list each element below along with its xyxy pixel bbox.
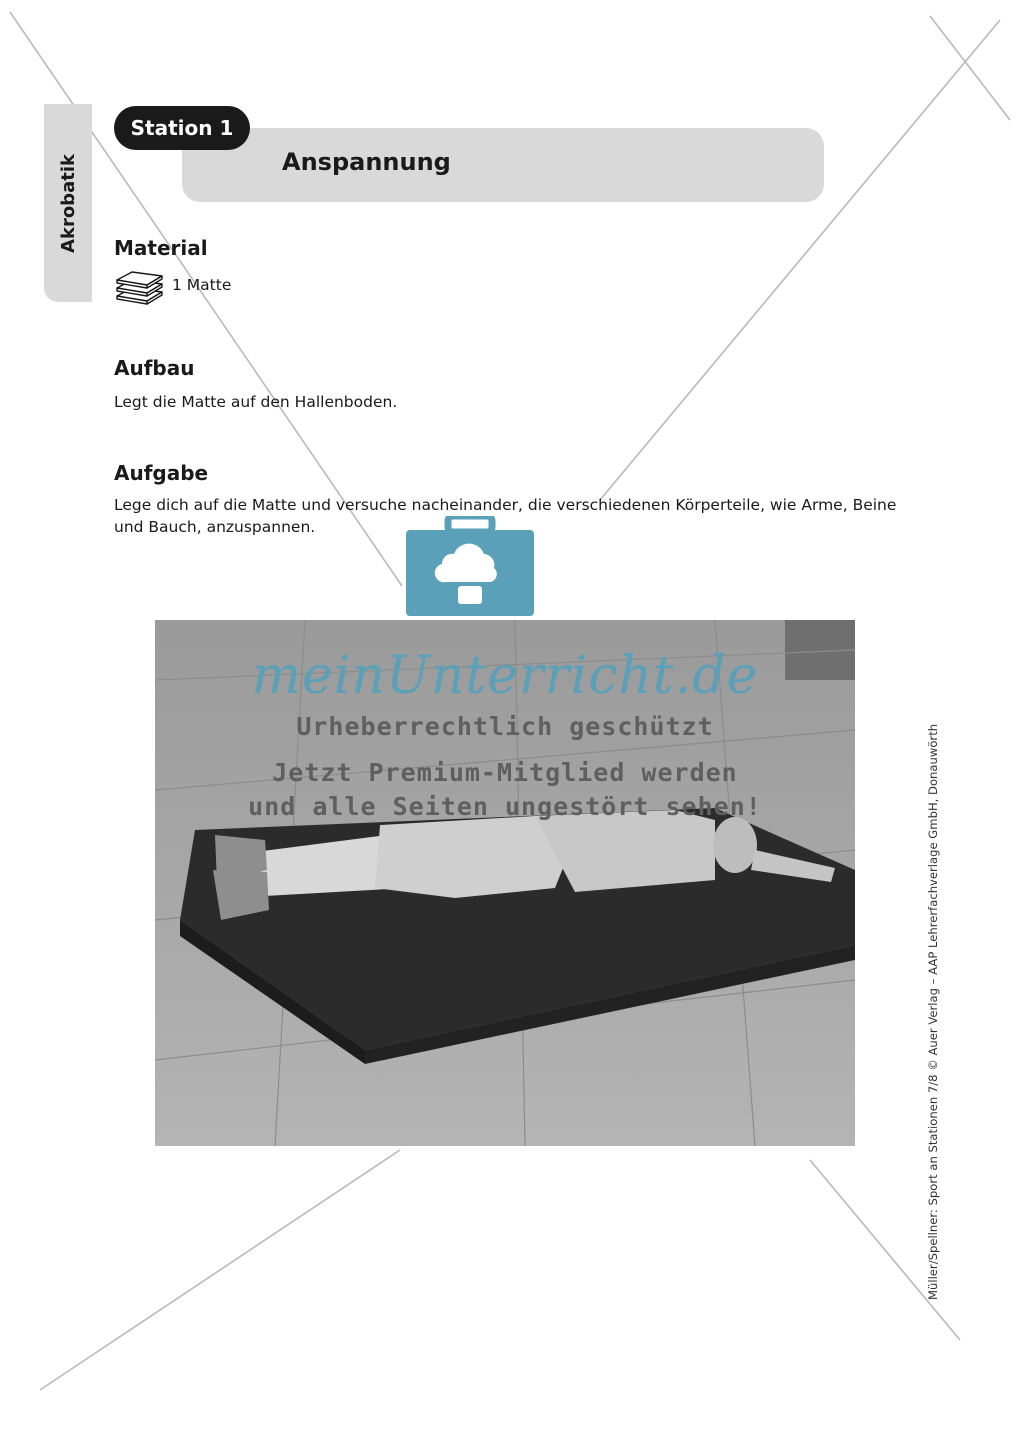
aufbau-heading: Aufbau	[114, 356, 195, 380]
mat-stack-icon	[114, 270, 166, 306]
aufgabe-heading: Aufgabe	[114, 461, 209, 485]
material-item: 1 Matte	[172, 276, 232, 294]
watermark-brand: meinUnterricht.de	[251, 646, 759, 706]
aufgabe-text-line-2: und Bauch, anzuspannen.	[114, 518, 316, 536]
aufgabe-text-line-1: Lege dich auf die Matte und versuche nacheinander, die verschiedenen Körperteile, wie Arme, Beine	[114, 496, 897, 514]
watermark-line-2: Jetzt Premium-Mitglied werden	[272, 758, 738, 787]
watermark-line-1: Urheberrechtlich geschützt	[296, 712, 714, 741]
aufbau-text: Legt die Matte auf den Hallenboden.	[114, 393, 398, 411]
page-title: Anspannung	[282, 148, 451, 176]
footer-credit: Müller/Spellner: Sport an Stationen 7/8 © Auer Verlag – AAP Lehrerfachverlage GmbH, Donauwörth	[926, 723, 940, 1300]
side-tab-label-wrap	[44, 104, 92, 302]
briefcase-cloud-icon	[406, 516, 534, 616]
watermark-line-3: und alle Seiten ungestört sehen!	[248, 792, 762, 821]
header-bar	[182, 128, 824, 202]
side-tab-label: Akrobatik	[57, 153, 79, 253]
station-label: Station 1	[130, 116, 234, 140]
material-heading: Material	[114, 236, 208, 260]
station-badge	[114, 106, 250, 150]
